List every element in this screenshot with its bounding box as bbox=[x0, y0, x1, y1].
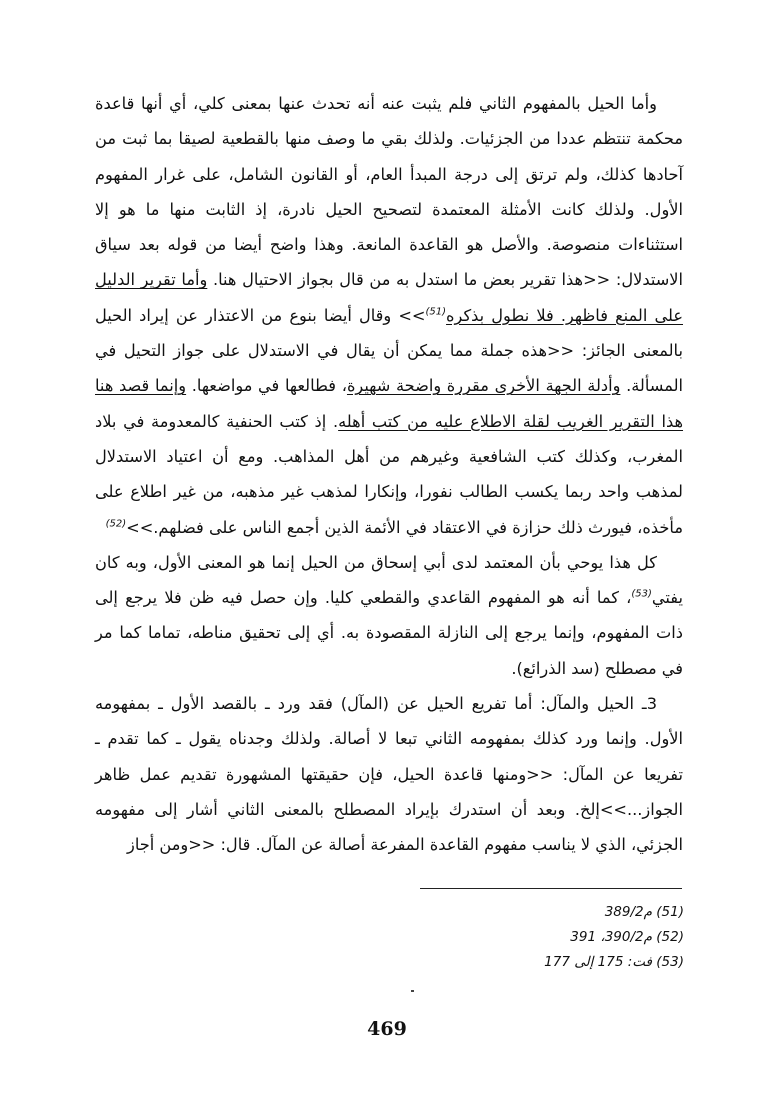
footnotes bbox=[380, 900, 684, 975]
text-segment: . إذ كتب الحنفية كالمعدومة في بلاد المغرب، وكذلك كتب الشافعية وغيرهم من أهل المذاهب. ومع أن اعتياد الاستدلال لمذهب واحد ربما يكسب الطالب نفورا، وإنكارا لمذهب غير مذهبه، من غير اطلاع على مأخذه، فيورث ذلك حزازة في الاعتقاد في الأئمة الذين أجمع الناس على فضلهم.>> bbox=[95, 411, 683, 537]
text-segment: >> وقال أيضا بنوع من الاعتذار عن إيراد الحيل بالمعنى الجائز: <<هذه جملة مما يمكن أن يقال في الاستدلال على جواز التحيل في المسألة. bbox=[95, 305, 683, 396]
scan-speck bbox=[411, 990, 414, 992]
footnote-marker: (51) bbox=[425, 306, 447, 318]
text-segment: كل هذا يوحي بأن المعتمد لدى أبي إسحاق من الحيل إنما هو المعنى الأول، وبه كان يفتي bbox=[95, 552, 683, 608]
footnote-52: (52) م390/2، 391 bbox=[570, 929, 684, 945]
footnote-separator bbox=[420, 888, 682, 889]
underlined-quote: وأدلة الجهة الأخرى مقررة واضحة شهيرة bbox=[346, 376, 621, 396]
footnote-51: (51) م389/2 bbox=[604, 904, 684, 920]
underlined-quote: وإنما قصد هنا هذا التقرير الغريب لقلة الاطلاع عليه من كتب أهله bbox=[95, 376, 684, 431]
footnote-marker: (52) bbox=[105, 518, 127, 530]
paragraph bbox=[95, 686, 683, 862]
text-segment: وأما الحيل بالمفهوم الثاني فلم يثبت عنه أنه تحدث عنها بمعنى كلي، أي أنها قاعدة محكمة تنتظم عددا من الجزئيات. ولذلك بقي ما وصف منها بالقطعية لصيقا بما ثبت من آحادها كذلك، ولم ترتق إلى درجة المبدأ العام، أو القانون الشامل، على غرار المفهوم الأول. ولذلك كانت الأمثلة المعتمدة لتصحيح الحيل نادرة، إذ الثابت منها ما هو إلا استثناءات منصوصة. والأصل هو القاعدة المانعة. وهذا واضح أيضا من قوله بعد سياق الاستدلال: <<هذا تقرير بعض ما استدل به من قال بجواز الاحتيال هنا. bbox=[95, 94, 683, 290]
footnote-marker: (53) bbox=[631, 588, 652, 600]
page-number: 469 bbox=[367, 1018, 407, 1040]
text-segment: 3ـ الحيل والمآل: أما تفريع الحيل عن (المآل) فقد ورد ـ بالقصد الأول ـ بمفهومه الأول. وإنما ورد كذلك بمفهومه الثاني تبعا لا أصالة. ولذلك وجدناه يقول ـ كما تقدم ـ تفريعا عن المآل: <<ومنها قاعدة الحيل، فإن حقيقتها المشهورة تقديم عمل ظاهر الجواز...>>إلخ. وبعد أن استدرك بإيراد المصطلح بالمعنى الثاني أشار إلى مفهومه الجزئي، الذي لا يناسب مفهوم القاعدة المفرعة أصالة عن المآل. قال: <<ومن أجاز bbox=[95, 694, 683, 855]
text-segment: ، كما أنه هو المفهوم القاعدي والقطعي كليا. وإن حصل فيه ظن فلا يرجع إلى ذات المفهوم، وإنما يرجع إلى النازلة المقصودة به. أي إلى تحقيق مناطه، تماما كما مر في مصطلح (سد الذرائع). bbox=[95, 588, 683, 678]
footnote-53: (53) فت: 175 إلى 177 bbox=[544, 954, 684, 970]
paragraph bbox=[95, 545, 683, 686]
paragraph bbox=[95, 86, 683, 545]
body-text bbox=[95, 86, 683, 863]
text-segment: ، فطالعها في مواضعها. bbox=[186, 376, 347, 396]
underlined-quote: وأما تقرير الدليل على المنع فاظهر. فلا نطول بذكره bbox=[95, 270, 683, 325]
